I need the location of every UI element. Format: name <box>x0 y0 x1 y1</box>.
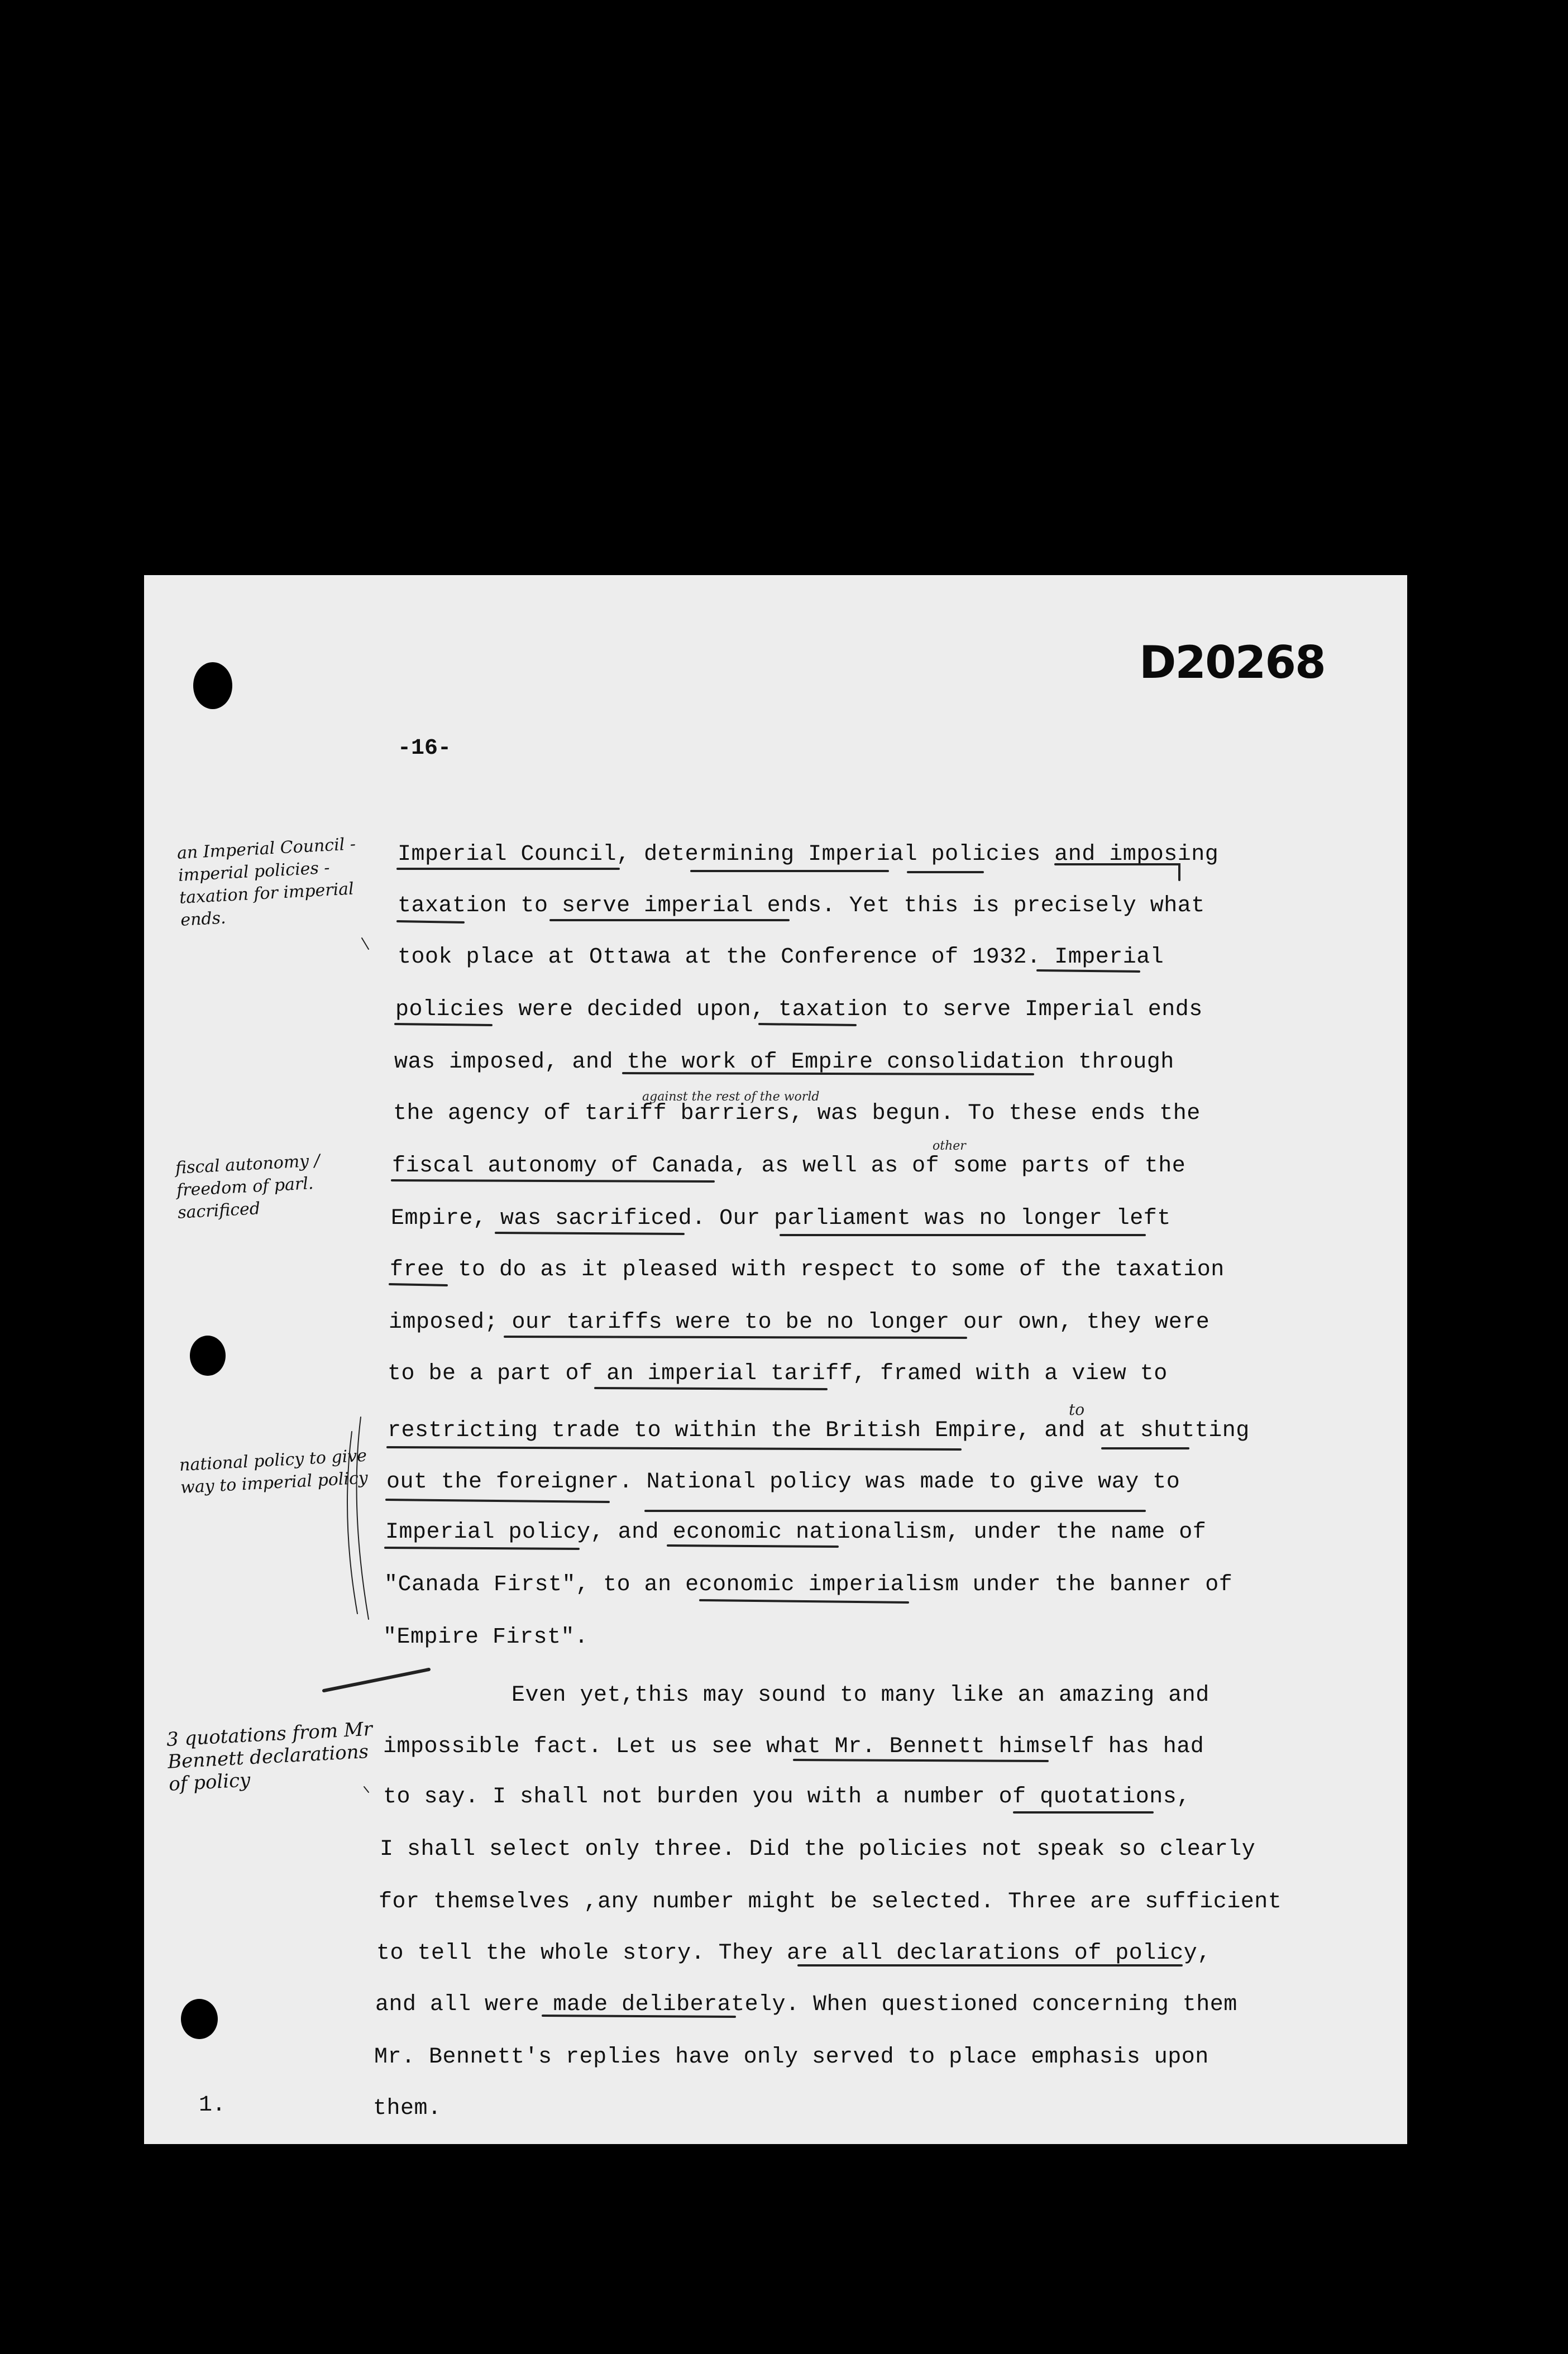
page-number: -16- <box>398 736 452 761</box>
text-line: fiscal autonomy of Canada, as well as of some parts of the <box>392 1154 1186 1179</box>
margin-note: an Imperial Council - imperial policies - taxation for imperial ends. <box>176 834 356 930</box>
interlinear-note: to <box>1069 1400 1085 1419</box>
text-line: free to do as it pleased with respect to some of the taxation <box>390 1257 1225 1283</box>
text-line: I shall select only three. Did the policies not speak so clearly <box>380 1837 1256 1862</box>
text-line: imposed; our tariffs were to be no longer our own, they were <box>389 1310 1210 1335</box>
text-line: out the foreigner. National policy was made to give way to <box>386 1470 1180 1495</box>
text-line: took place at Ottawa at the Conference of 1932. Imperial <box>398 945 1164 970</box>
text-line: was imposed, and the work of Empire consolidation through <box>394 1050 1174 1075</box>
text-line: "Empire First". <box>383 1625 589 1650</box>
interlinear-note: other <box>933 1139 966 1153</box>
margin-note: 3 quotations from Mr Bennett declarations of policy <box>166 1717 373 1796</box>
text-line: restricting trade to within the British Empire, and at shutting <box>388 1418 1250 1443</box>
text-line: to say. I shall not burden you with a number of quotations, <box>383 1784 1191 1810</box>
document-stamp: D20268 <box>1139 637 1325 688</box>
text-line: Mr. Bennett's replies have only served to place emphasis upon <box>374 2045 1209 2070</box>
margin-note: fiscal autonomy / freedom of parl. sacrificed <box>175 1151 321 1223</box>
text-line: them. <box>373 2096 442 2121</box>
text-line: for themselves ,any number might be selected. Three are sufficient <box>379 1889 1282 1915</box>
text-line: to be a part of an imperial tariff, framed with a view to <box>388 1361 1168 1386</box>
footnote-marker: 1. <box>199 2093 226 2118</box>
margin-note: national policy to give way to imperial policy <box>179 1446 369 1498</box>
text-line: Even yet,this may sound to many like an amazing and <box>511 1683 1210 1708</box>
text-line: "Canada First", to an economic imperialism under the banner of <box>384 1572 1233 1597</box>
text-line: the agency of tariff barriers, was begun. To these ends the <box>393 1101 1201 1126</box>
text-line: taxation to serve imperial ends. Yet this is precisely what <box>398 893 1205 918</box>
text-line: policies were decided upon, taxation to serve Imperial ends <box>395 997 1203 1022</box>
text-line: to tell the whole story. They are all declarations of policy, <box>376 1941 1211 1966</box>
text-line: Empire, was sacrificed. Our parliament was no longer left <box>391 1206 1171 1231</box>
text-line: Imperial Council, determining Imperial policies and imposing <box>398 842 1219 867</box>
interlinear-note: against the rest of the world <box>642 1090 820 1104</box>
text-line: and all were made deliberately. When questioned concerning them <box>375 1992 1237 2017</box>
text-line: Imperial policy, and economic nationalism, under the name of <box>385 1520 1207 1545</box>
text-line: impossible fact. Let us see what Mr. Bennett himself has had <box>383 1734 1204 1759</box>
